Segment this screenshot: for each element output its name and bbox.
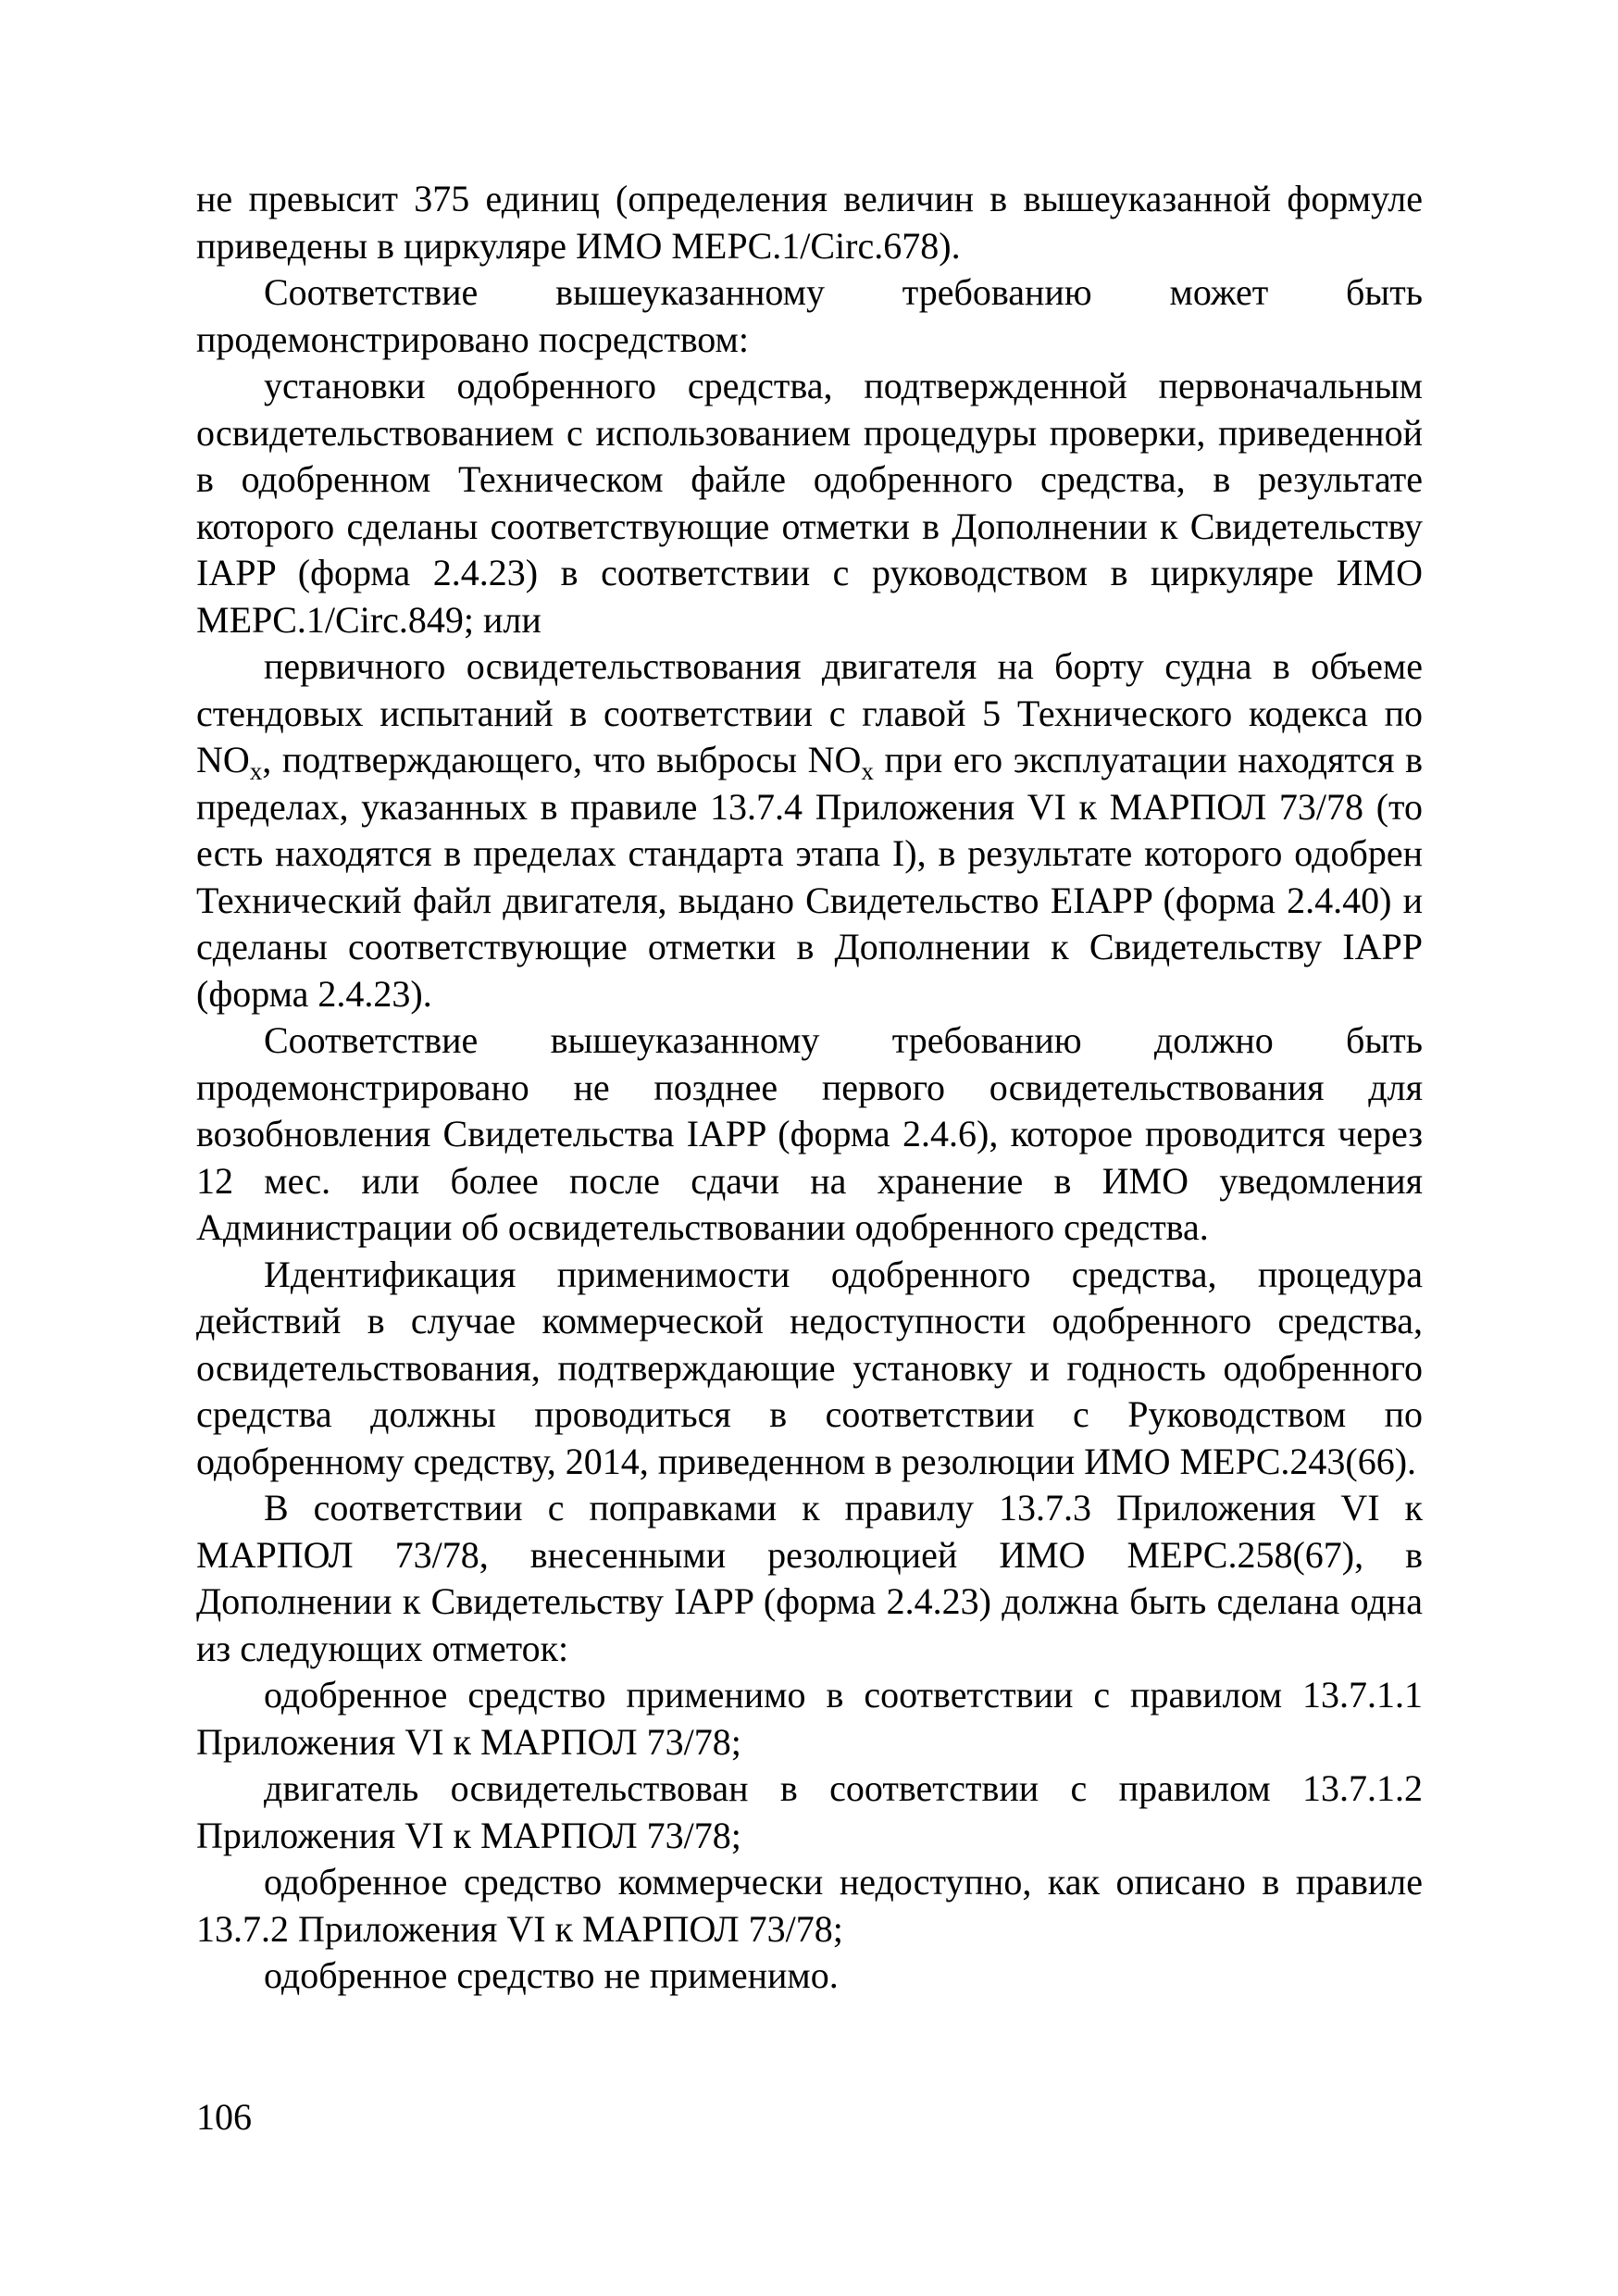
paragraph-text: Идентификация применимости одобренного средства, процедура действий в случае коммерческой недоступности одобренного средства, освидетельствования, подтверждающие установку и годность одобренного средства должны проводиться в соответствии с Руководством по одобренному средству, 2014, приведенном в резолюции ИМО MEPC.243(66). (196, 1253, 1423, 1482)
paragraph-approved-method-installation (196, 363, 1423, 643)
list-item-engine-certified (196, 1766, 1423, 1859)
paragraph-text: Соответствие вышеуказанному требованию может быть продемонстрировано посредством: (196, 271, 1423, 360)
list-item-commercially-unavailable (196, 1859, 1423, 1953)
paragraph-text: двигатель освидетельствован в соответствии с правилом 13.7.1.2 Приложения VI к МАРПОЛ 73/78; (196, 1767, 1423, 1856)
paragraph-text: , подтверждающего, что выбросы NO (262, 739, 862, 780)
body-text (196, 176, 1423, 2000)
list-item-applicable (196, 1672, 1423, 1766)
paragraph-text: установки одобренного средства, подтвержденной первоначальным освидетельствованием с использованием процедуры проверки, приведенной в одобренном Техническом файле одобренного средства, в результате которого сделаны соответствующие отметки в Дополнении к Свидетельству IAPP (форма 2.4.23) в соответствии с руководством в циркуляре ИМО MEPC.1/Circ.849; или (196, 365, 1423, 641)
paragraph-continuation (196, 176, 1423, 269)
page-number: 106 (196, 2096, 252, 2138)
paragraph-text: Соответствие вышеуказанному требованию должно быть продемонстрировано не позднее первого освидетельствования для возобновления Свидетельства IAPP (форма 2.4.6), которое проводится через 12 мес. или более после сдачи на хранение в ИМО уведомления Администрации об освидетельствовании одобренного средства. (196, 1019, 1423, 1248)
paragraph-demonstration-methods (196, 269, 1423, 363)
paragraph-text: В соответствии с поправками к правилу 13.7.3 Приложения VI к МАРПОЛ 73/78, внесенными резолюцией ИМО MEPC.258(67), в Дополнении к Свидетельству IAPP (форма 2.4.23) должна быть сделана одна из следующих отметок: (196, 1487, 1423, 1669)
paragraph-deadline (196, 1017, 1423, 1252)
paragraph-text: одобренное средство не применимо. (264, 1954, 839, 1996)
paragraph-identification (196, 1252, 1423, 1486)
list-item-not-applicable (196, 1953, 1423, 2000)
paragraph-text: первичного освидетельствования двигателя на борту судна в объеме стендовых испытаний в соответствии с главой 5 Технического кодекса по NO (196, 645, 1423, 780)
paragraph-text: не превысит 375 единиц (определения величин в вышеуказанной формуле приведены в циркуляре ИМО MEPC.1/Circ.678). (196, 178, 1423, 267)
subscript-x: x (249, 757, 263, 785)
subscript-x: x (861, 757, 874, 785)
paragraph-engine-survey (196, 643, 1423, 1017)
paragraph-text: одобренное средство коммерчески недоступно, как описано в правиле 13.7.2 Приложения VI к МАРПОЛ 73/78; (196, 1861, 1423, 1950)
paragraph-amendments (196, 1485, 1423, 1672)
paragraph-text: при его эксплуатации находятся в пределах, указанных в правиле 13.7.4 Приложения VI к МАРПОЛ 73/78 (то есть находятся в пределах стандарта этапа I), в результате которого одобрен Технический файл двигателя, выдано Свидетельство EIAPP (форма 2.4.40) и сделаны соответствующие отметки в Дополнении к Свидетельству IAPP (форма 2.4.23). (196, 739, 1424, 1015)
paragraph-text: одобренное средство применимо в соответствии с правилом 13.7.1.1 Приложения VI к МАРПОЛ 73/78; (196, 1674, 1423, 1763)
